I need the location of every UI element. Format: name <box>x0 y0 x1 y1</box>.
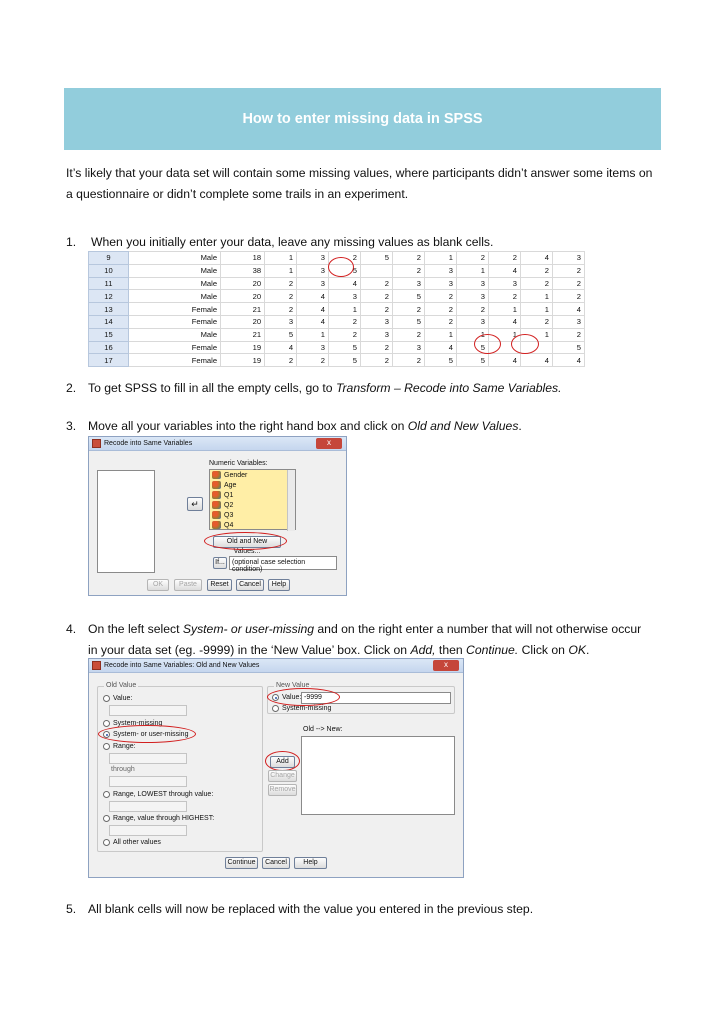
data-cell[interactable]: 3 <box>361 315 393 328</box>
step-4-number: 4. <box>66 622 77 636</box>
step-3-button-name: Old and New Values <box>407 419 519 433</box>
table-row <box>89 290 585 303</box>
data-cell[interactable]: 38 <box>221 264 265 277</box>
data-cell[interactable]: 3 <box>329 290 361 303</box>
data-cell[interactable]: 1 <box>456 264 488 277</box>
highlight-circle <box>265 751 300 771</box>
table-row <box>89 303 585 316</box>
data-cell[interactable]: 2 <box>424 303 456 316</box>
row-number-cell[interactable]: 11 <box>89 277 129 290</box>
data-cell[interactable]: 2 <box>265 290 297 303</box>
data-cell[interactable]: 4 <box>552 303 584 316</box>
old-new-list[interactable] <box>301 736 455 815</box>
data-cell[interactable]: Female <box>129 315 221 328</box>
data-cell[interactable]: 4 <box>488 264 520 277</box>
intro-paragraph: It’s likely that your data set will contain some missing values, where participants didn’t answer some items on a questionnaire or didn’t complete some trails in an experiment. <box>66 166 653 201</box>
data-cell[interactable]: 4 <box>520 252 552 265</box>
row-number-cell[interactable]: 12 <box>89 290 129 303</box>
missing-cell-circle <box>474 334 501 354</box>
data-cell[interactable]: 3 <box>424 277 456 290</box>
data-cell[interactable]: 1 <box>424 252 456 265</box>
old-and-new-values-button[interactable]: Old and New Values... <box>213 536 281 548</box>
data-cell[interactable]: 1 <box>297 328 329 341</box>
data-cell[interactable]: 1 <box>329 303 361 316</box>
data-cell[interactable]: 3 <box>297 252 329 265</box>
data-cell[interactable]: 2 <box>265 303 297 316</box>
new-system-missing-radio[interactable]: System-missing <box>272 705 331 712</box>
old-new-values-dialog <box>88 658 464 878</box>
data-cell[interactable]: 20 <box>221 290 265 303</box>
change-button[interactable]: Change <box>268 770 297 782</box>
data-cell[interactable]: 5 <box>265 328 297 341</box>
remove-button[interactable]: Remove <box>268 784 297 796</box>
data-cell[interactable]: 4 <box>297 315 329 328</box>
data-cell[interactable]: 18 <box>221 252 265 265</box>
data-cell[interactable]: 5 <box>329 341 361 354</box>
data-cell[interactable]: 2 <box>456 303 488 316</box>
data-cell[interactable]: Male <box>129 328 221 341</box>
table-row <box>89 315 585 328</box>
radio-icon <box>103 815 110 822</box>
step-5 <box>66 899 661 920</box>
dialog-titlebar <box>89 437 346 451</box>
data-cell[interactable]: 2 <box>329 328 361 341</box>
row-number-cell[interactable]: 10 <box>89 264 129 277</box>
data-cell[interactable]: 2 <box>393 354 425 367</box>
data-cell[interactable]: 5 <box>456 341 488 354</box>
step-3: 3. Move all your variables into the right hand box and click on Old and New Values. <box>66 416 661 437</box>
recode-dialog <box>88 436 347 596</box>
add-button[interactable]: Add <box>270 756 295 768</box>
data-cell[interactable]: 5 <box>329 354 361 367</box>
data-cell[interactable]: 2 <box>552 328 584 341</box>
range-lowest-input[interactable] <box>109 801 187 812</box>
data-cell[interactable]: 3 <box>297 341 329 354</box>
data-cell[interactable]: 1 <box>456 328 488 341</box>
data-cell[interactable]: 3 <box>393 341 425 354</box>
data-cell[interactable]: 2 <box>552 264 584 277</box>
cancel-button[interactable]: Cancel <box>236 579 264 591</box>
data-cell[interactable]: 2 <box>393 264 425 277</box>
data-cell[interactable]: 1 <box>488 328 520 341</box>
table-row <box>89 328 585 341</box>
if-condition-text: (optional case selection condition) <box>229 556 337 570</box>
data-cell[interactable]: 21 <box>221 303 265 316</box>
data-cell[interactable]: 2 <box>361 354 393 367</box>
data-cell[interactable]: 2 <box>361 341 393 354</box>
step-1 <box>66 232 661 253</box>
data-cell[interactable]: 2 <box>488 290 520 303</box>
ok-button[interactable]: OK <box>147 579 169 591</box>
data-cell[interactable]: Male <box>129 252 221 265</box>
data-cell[interactable]: 2 <box>329 252 361 265</box>
data-cell[interactable]: 3 <box>297 264 329 277</box>
data-cell[interactable]: 5 <box>361 252 393 265</box>
data-cell[interactable]: 20 <box>221 315 265 328</box>
data-cell[interactable]: 2 <box>361 277 393 290</box>
row-number-cell[interactable]: 14 <box>89 315 129 328</box>
help-button[interactable]: Help <box>294 857 327 869</box>
data-cell[interactable]: 4 <box>424 341 456 354</box>
scale-variable-icon <box>212 491 221 499</box>
data-cell[interactable]: Female <box>129 341 221 354</box>
data-cell[interactable]: 2 <box>361 303 393 316</box>
row-number-cell[interactable]: 17 <box>89 354 129 367</box>
step-1-text: When you initially enter your data, leave any missing values as blank cells. <box>91 235 494 249</box>
data-cell[interactable]: 19 <box>221 354 265 367</box>
radio-icon <box>103 695 110 702</box>
data-cell[interactable]: 4 <box>265 341 297 354</box>
data-cell[interactable]: 2 <box>488 252 520 265</box>
range-to-input[interactable] <box>109 776 187 787</box>
numeric-variables-list[interactable] <box>209 469 296 530</box>
data-cell[interactable]: Male <box>129 277 221 290</box>
data-cell[interactable]: 2 <box>552 277 584 290</box>
step-1-number: 1. <box>66 235 77 249</box>
old-value-radio[interactable]: Value: <box>103 695 132 702</box>
variable-item[interactable]: Q1 <box>210 490 295 500</box>
spss-app-icon <box>92 661 101 670</box>
data-cell[interactable]: 1 <box>265 252 297 265</box>
step-4: 4. On the left select System- or user-missing and on the right enter a number that will not otherwise occur in your data set (eg. -9999) in the ‘New Value’ box. Click on Add, then Continue. Click on OK. <box>66 619 661 661</box>
data-cell[interactable]: 1 <box>520 290 552 303</box>
row-number-cell[interactable]: 15 <box>89 328 129 341</box>
data-cell[interactable]: 2 <box>456 252 488 265</box>
data-cell[interactable]: Male <box>129 264 221 277</box>
highlight-circle <box>267 688 340 706</box>
data-cell[interactable]: 2 <box>329 315 361 328</box>
old-value-group-label: Old Value <box>106 682 137 689</box>
data-cell[interactable]: 3 <box>488 277 520 290</box>
data-cell[interactable]: 5 <box>424 354 456 367</box>
data-cell[interactable]: Female <box>129 303 221 316</box>
radio-icon <box>103 720 110 727</box>
step-3-text: Move all your variables into the right hand box and click on <box>88 419 408 433</box>
variable-item[interactable]: Q3 <box>210 510 295 520</box>
step-2 <box>66 378 661 399</box>
range-from-input[interactable] <box>109 753 187 764</box>
data-cell[interactable]: 3 <box>552 252 584 265</box>
data-cell[interactable]: 4 <box>488 354 520 367</box>
highlight-circle <box>98 725 196 743</box>
data-cell[interactable]: 4 <box>552 354 584 367</box>
step-2-number: 2. <box>66 381 77 395</box>
data-cell[interactable]: 3 <box>456 290 488 303</box>
source-variable-list[interactable] <box>97 470 155 573</box>
help-button[interactable]: Help <box>268 579 290 591</box>
step-2-text: To get SPSS to fill in all the empty cells, go to <box>88 381 336 395</box>
missing-cell-circle <box>511 334 539 354</box>
radio-icon <box>103 743 110 750</box>
data-cell[interactable]: 2 <box>520 315 552 328</box>
data-cell[interactable]: 2 <box>265 354 297 367</box>
variable-item[interactable]: Gender <box>210 470 295 480</box>
range-radio[interactable]: Range: <box>103 743 136 750</box>
variable-item[interactable]: Age <box>210 480 295 490</box>
page-title: How to enter missing data in SPSS <box>242 111 483 127</box>
radio-icon <box>272 705 279 712</box>
data-cell[interactable]: 5 <box>456 354 488 367</box>
missing-cell-circle <box>328 257 354 277</box>
system-missing-radio[interactable]: System-missing <box>103 720 162 727</box>
title-banner <box>64 88 661 150</box>
spss-app-icon <box>92 439 101 448</box>
data-cell[interactable]: 4 <box>488 315 520 328</box>
data-cell[interactable]: 1 <box>520 328 552 341</box>
data-cell[interactable]: 20 <box>221 277 265 290</box>
data-cell[interactable]: 5 <box>393 315 425 328</box>
data-cell[interactable]: 2 <box>424 290 456 303</box>
new-value-radio[interactable]: Value: <box>272 694 301 701</box>
row-number-cell[interactable]: 16 <box>89 341 129 354</box>
data-cell[interactable]: 4 <box>329 277 361 290</box>
data-cell[interactable]: 4 <box>297 290 329 303</box>
data-cell[interactable]: 3 <box>552 315 584 328</box>
table-row <box>89 354 585 367</box>
if-button[interactable]: If... <box>213 557 227 569</box>
data-cell[interactable]: 5 <box>329 264 361 277</box>
data-cell[interactable]: 5 <box>393 290 425 303</box>
variable-item[interactable]: Q2 <box>210 500 295 510</box>
scale-variable-icon <box>212 521 221 529</box>
reset-button[interactable]: Reset <box>207 579 232 591</box>
radio-icon <box>103 839 110 846</box>
row-number-cell[interactable]: 13 <box>89 303 129 316</box>
step-3-number: 3. <box>66 419 77 433</box>
data-cell[interactable] <box>361 264 393 277</box>
data-cell[interactable]: 2 <box>393 252 425 265</box>
data-cell[interactable]: 2 <box>520 277 552 290</box>
all-other-values-radio[interactable]: All other values <box>103 839 161 846</box>
data-cell[interactable]: 2 <box>361 290 393 303</box>
data-cell[interactable]: 19 <box>221 341 265 354</box>
dialog-title: Recode into Same Variables <box>104 440 193 447</box>
data-cell[interactable]: 3 <box>424 264 456 277</box>
step-5-text: All blank cells will now be replaced with the value you entered in the previous step. <box>88 902 534 916</box>
step-2-menu-path: Transform – Recode into Same Variables. <box>335 381 562 395</box>
range-highest-radio[interactable]: Range, value through HIGHEST: <box>103 815 214 822</box>
data-cell[interactable]: 2 <box>393 303 425 316</box>
numeric-variables-label: Numeric Variables: <box>209 460 268 467</box>
dialog-title: Recode into Same Variables: Old and New Values <box>104 662 260 669</box>
data-cell[interactable]: 1 <box>520 303 552 316</box>
data-cell[interactable]: Female <box>129 354 221 367</box>
row-number-cell[interactable]: 9 <box>89 252 129 265</box>
data-cell[interactable]: 3 <box>393 277 425 290</box>
scale-variable-icon <box>212 511 221 519</box>
scale-variable-icon <box>212 481 221 489</box>
data-cell[interactable]: 4 <box>520 354 552 367</box>
data-cell[interactable]: 2 <box>393 328 425 341</box>
variable-item[interactable]: Q4 <box>210 520 295 530</box>
new-value-input[interactable]: -9999 <box>301 692 451 704</box>
dialog-titlebar <box>89 659 463 673</box>
data-cell[interactable]: 1 <box>265 264 297 277</box>
new-value-group-label: New Value <box>276 682 310 689</box>
data-cell[interactable]: 3 <box>297 277 329 290</box>
continue-button[interactable]: Continue <box>225 857 258 869</box>
data-cell[interactable]: 3 <box>361 328 393 341</box>
system-or-user-missing-radio[interactable]: System- or user-missing <box>103 731 188 738</box>
close-icon[interactable]: x <box>433 660 459 671</box>
scale-variable-icon <box>212 471 221 479</box>
range-lowest-radio[interactable]: Range, LOWEST through value: <box>103 791 213 798</box>
data-cell[interactable]: 21 <box>221 328 265 341</box>
old-value-input[interactable] <box>109 705 187 716</box>
paste-button[interactable]: Paste <box>174 579 202 591</box>
radio-icon <box>103 791 110 798</box>
highlight-circle <box>204 532 287 550</box>
old-new-list-label: Old --> New: <box>303 726 343 733</box>
data-cell[interactable]: 3 <box>456 315 488 328</box>
close-icon[interactable]: x <box>316 438 342 449</box>
through-label: through <box>111 766 135 773</box>
data-cell[interactable]: 3 <box>265 315 297 328</box>
data-cell[interactable]: 2 <box>552 290 584 303</box>
step-5-number: 5. <box>66 902 77 916</box>
data-cell[interactable]: 2 <box>424 315 456 328</box>
data-cell[interactable]: 3 <box>456 277 488 290</box>
move-arrow-button[interactable]: ↵ <box>187 497 203 511</box>
data-cell[interactable]: 5 <box>552 341 584 354</box>
data-cell[interactable]: 2 <box>520 264 552 277</box>
cancel-button[interactable]: Cancel <box>262 857 290 869</box>
table-row <box>89 277 585 290</box>
range-highest-input[interactable] <box>109 825 187 836</box>
data-cell[interactable]: Male <box>129 290 221 303</box>
data-cell[interactable]: 2 <box>297 354 329 367</box>
variables-scrollbar[interactable] <box>287 470 295 531</box>
data-cell[interactable]: 1 <box>424 328 456 341</box>
scale-variable-icon <box>212 501 221 509</box>
data-cell[interactable]: 4 <box>297 303 329 316</box>
data-cell[interactable]: 2 <box>265 277 297 290</box>
data-cell[interactable]: 1 <box>488 303 520 316</box>
